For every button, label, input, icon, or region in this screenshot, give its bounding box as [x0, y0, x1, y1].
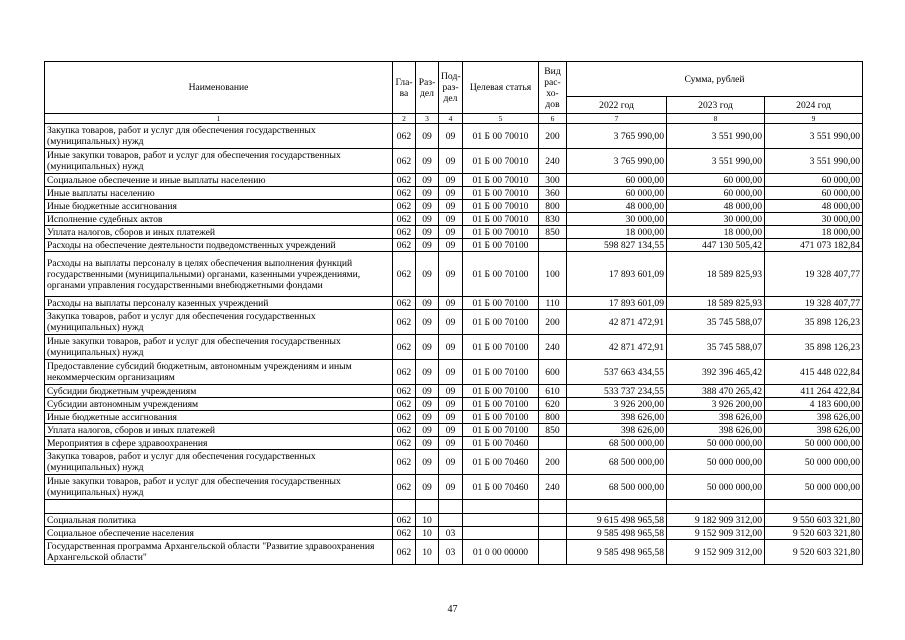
header-2022: 2022 год: [567, 97, 667, 114]
cell-podrazdel: 09: [439, 437, 463, 450]
cell-podrazdel: 09: [439, 360, 463, 385]
cell-vid: [539, 239, 567, 252]
cell-vid: 200: [539, 450, 567, 475]
cell-podrazdel: 09: [439, 124, 463, 149]
cell-sum-2024: 415 448 022,84: [765, 360, 863, 385]
cell-sum-2022: 17 893 601,09: [567, 252, 667, 297]
cell-glava: 062: [393, 475, 416, 500]
cell-sum-2024: 30 000,00: [765, 213, 863, 226]
cell-glava: 062: [393, 174, 416, 187]
cell-glava: [393, 500, 416, 514]
cell-sum-2024: 60 000,00: [765, 187, 863, 200]
table-row: [45, 187, 863, 200]
cell-razdel: 09: [416, 187, 439, 200]
cell-sum-2022: 9 585 498 965,58: [567, 540, 667, 565]
cell-sum-2024: 19 328 407,77: [765, 252, 863, 297]
cell-name: Предоставление субсидий бюджетным, автономным учреждениям и иным некоммерческим организациям: [45, 360, 393, 385]
cell-glava: 062: [393, 213, 416, 226]
cell-sum-2022: 60 000,00: [567, 187, 667, 200]
cell-sum-2022: 533 737 234,55: [567, 385, 667, 398]
cell-sum-2022: 398 626,00: [567, 411, 667, 424]
cell-podrazdel: 09: [439, 187, 463, 200]
header-glava: Гла-ва: [393, 62, 416, 114]
cell-sum-2023: 30 000,00: [667, 213, 765, 226]
cell-glava: 062: [393, 398, 416, 411]
cell-vid: [539, 500, 567, 514]
cell-razdel: [416, 500, 439, 514]
cell-sum-2022: 3 926 200,00: [567, 398, 667, 411]
table-row: [45, 239, 863, 252]
cell-vid: 240: [539, 149, 567, 174]
cell-glava: 062: [393, 252, 416, 297]
cell-sum-2024: 3 551 990,00: [765, 149, 863, 174]
table-row: [45, 226, 863, 239]
cell-sum-2024: 398 626,00: [765, 424, 863, 437]
cell-razdel: 09: [416, 475, 439, 500]
cell-sum-2022: 3 765 990,00: [567, 124, 667, 149]
cell-glava: 062: [393, 450, 416, 475]
cell-glava: 062: [393, 200, 416, 213]
cell-target: 01 Б 00 70100: [463, 297, 539, 310]
cell-glava: 062: [393, 527, 416, 540]
cell-podrazdel: [439, 514, 463, 527]
table-row: [45, 475, 863, 500]
cell-target: 01 Б 00 70010: [463, 213, 539, 226]
cell-podrazdel: 03: [439, 540, 463, 565]
cell-glava: 062: [393, 124, 416, 149]
cell-vid: 360: [539, 187, 567, 200]
cell-podrazdel: 09: [439, 335, 463, 360]
cell-razdel: 09: [416, 297, 439, 310]
cell-vid: [539, 514, 567, 527]
header-name: Наименование: [45, 62, 393, 114]
cell-sum-2022: 68 500 000,00: [567, 437, 667, 450]
table-row: [45, 149, 863, 174]
cell-sum-2023: 9 152 909 312,00: [667, 527, 765, 540]
cell-razdel: 09: [416, 360, 439, 385]
cell-razdel: 10: [416, 527, 439, 540]
cell-podrazdel: 09: [439, 385, 463, 398]
cell-podrazdel: [439, 500, 463, 514]
cell-glava: 062: [393, 239, 416, 252]
cell-target: 01 Б 00 70460: [463, 437, 539, 450]
cell-podrazdel: 09: [439, 450, 463, 475]
table-row: [45, 200, 863, 213]
cell-sum-2024: 50 000 000,00: [765, 475, 863, 500]
cell-vid: 620: [539, 398, 567, 411]
cell-sum-2024: 9 520 603 321,80: [765, 527, 863, 540]
cell-podrazdel: 09: [439, 411, 463, 424]
cell-sum-2023: 9 182 909 312,00: [667, 514, 765, 527]
table-row: [45, 424, 863, 437]
cell-sum-2024: 50 000 000,00: [765, 437, 863, 450]
cell-razdel: 09: [416, 239, 439, 252]
table-row: [45, 500, 863, 514]
cell-sum-2024: 60 000,00: [765, 174, 863, 187]
table-row: [45, 540, 863, 565]
cell-glava: 062: [393, 226, 416, 239]
cell-razdel: 09: [416, 424, 439, 437]
cell-sum-2023: 3 551 990,00: [667, 124, 765, 149]
cell-vid: 850: [539, 424, 567, 437]
table-row: [45, 335, 863, 360]
cell-podrazdel: 09: [439, 310, 463, 335]
cell-razdel: 09: [416, 450, 439, 475]
cell-sum-2022: 68 500 000,00: [567, 475, 667, 500]
cell-target: 01 Б 00 70010: [463, 226, 539, 239]
cell-glava: 062: [393, 297, 416, 310]
cell-razdel: 09: [416, 252, 439, 297]
cell-vid: 300: [539, 174, 567, 187]
cell-podrazdel: 09: [439, 149, 463, 174]
cell-sum-2023: 60 000,00: [667, 174, 765, 187]
cell-name: Иные закупки товаров, работ и услуг для обеспечения государственных (муниципальных) нужд: [45, 335, 393, 360]
cell-vid: 800: [539, 200, 567, 213]
cell-sum-2024: [765, 500, 863, 514]
cell-vid: 600: [539, 360, 567, 385]
cell-target: 01 Б 00 70010: [463, 187, 539, 200]
cell-glava: 062: [393, 385, 416, 398]
cell-podrazdel: 09: [439, 200, 463, 213]
cell-sum-2023: 50 000 000,00: [667, 450, 765, 475]
cell-sum-2023: 447 130 505,42: [667, 239, 765, 252]
cell-razdel: 09: [416, 149, 439, 174]
cell-sum-2023: [667, 500, 765, 514]
cell-target: 01 Б 00 70100: [463, 424, 539, 437]
cell-sum-2024: 411 264 422,84: [765, 385, 863, 398]
cell-target: 01 Б 00 70100: [463, 335, 539, 360]
cell-glava: 062: [393, 187, 416, 200]
table-row: [45, 514, 863, 527]
cell-vid: [539, 527, 567, 540]
cell-sum-2023: 18 589 825,93: [667, 297, 765, 310]
cell-sum-2023: 60 000,00: [667, 187, 765, 200]
header-vid: Вид рас-хо-дов: [539, 62, 567, 114]
column-number: 2: [393, 114, 416, 124]
cell-glava: 062: [393, 514, 416, 527]
table-row: [45, 297, 863, 310]
cell-sum-2022: 18 000,00: [567, 226, 667, 239]
cell-razdel: 10: [416, 540, 439, 565]
cell-target: 01 Б 00 70100: [463, 398, 539, 411]
cell-glava: 062: [393, 149, 416, 174]
table-row: [45, 124, 863, 149]
page-number: 47: [447, 604, 458, 615]
cell-glava: 062: [393, 360, 416, 385]
cell-name: Социальное обеспечение населения: [45, 527, 393, 540]
cell-sum-2024: 35 898 126,23: [765, 335, 863, 360]
cell-target: 01 Б 00 70100: [463, 385, 539, 398]
cell-sum-2023: 398 626,00: [667, 411, 765, 424]
cell-sum-2023: 48 000,00: [667, 200, 765, 213]
cell-name: Мероприятия в сфере здравоохранения: [45, 437, 393, 450]
cell-podrazdel: 09: [439, 252, 463, 297]
cell-name: Уплата налогов, сборов и иных платежей: [45, 226, 393, 239]
cell-vid: 800: [539, 411, 567, 424]
cell-glava: 062: [393, 437, 416, 450]
cell-vid: [539, 437, 567, 450]
cell-razdel: 09: [416, 226, 439, 239]
header-podrazdel: Под-раз-дел: [439, 62, 463, 114]
cell-razdel: 09: [416, 411, 439, 424]
cell-razdel: 09: [416, 200, 439, 213]
cell-sum-2022: 60 000,00: [567, 174, 667, 187]
cell-target: [463, 500, 539, 514]
cell-name: Закупка товаров, работ и услуг для обеспечения государственных (муниципальных) нужд: [45, 124, 393, 149]
cell-sum-2022: 537 663 434,55: [567, 360, 667, 385]
cell-sum-2023: 35 745 588,07: [667, 335, 765, 360]
cell-glava: 062: [393, 411, 416, 424]
cell-sum-2023: 392 396 465,42: [667, 360, 765, 385]
cell-target: 01 Б 00 70100: [463, 411, 539, 424]
cell-sum-2023: 388 470 265,42: [667, 385, 765, 398]
cell-sum-2022: 3 765 990,00: [567, 149, 667, 174]
cell-vid: 610: [539, 385, 567, 398]
cell-razdel: 09: [416, 174, 439, 187]
cell-sum-2023: 18 000,00: [667, 226, 765, 239]
cell-vid: 200: [539, 310, 567, 335]
cell-razdel: 09: [416, 437, 439, 450]
cell-sum-2022: 30 000,00: [567, 213, 667, 226]
cell-podrazdel: 09: [439, 297, 463, 310]
header-2023: 2023 год: [667, 97, 765, 114]
cell-sum-2023: 9 152 909 312,00: [667, 540, 765, 565]
cell-glava: 062: [393, 424, 416, 437]
table-row: [45, 411, 863, 424]
cell-razdel: 09: [416, 124, 439, 149]
cell-sum-2022: 398 626,00: [567, 424, 667, 437]
column-number: 5: [463, 114, 539, 124]
cell-sum-2022: 48 000,00: [567, 200, 667, 213]
cell-name: Субсидии автономным учреждениям: [45, 398, 393, 411]
cell-sum-2024: 9 550 603 321,80: [765, 514, 863, 527]
table-row: [45, 385, 863, 398]
cell-razdel: 09: [416, 335, 439, 360]
cell-name: Закупка товаров, работ и услуг для обеспечения государственных (муниципальных) нужд: [45, 450, 393, 475]
cell-sum-2023: 18 589 825,93: [667, 252, 765, 297]
cell-podrazdel: 09: [439, 213, 463, 226]
cell-sum-2024: 48 000,00: [765, 200, 863, 213]
cell-target: 01 Б 00 70100: [463, 239, 539, 252]
cell-sum-2023: 398 626,00: [667, 424, 765, 437]
cell-podrazdel: 03: [439, 527, 463, 540]
cell-name: Субсидии бюджетным учреждениям: [45, 385, 393, 398]
cell-target: 01 Б 00 70010: [463, 149, 539, 174]
cell-target: 01 Б 00 70010: [463, 124, 539, 149]
table-row: [45, 252, 863, 297]
cell-target: 01 Б 00 70460: [463, 475, 539, 500]
table-row: [45, 527, 863, 540]
cell-sum-2023: 50 000 000,00: [667, 475, 765, 500]
cell-target: 01 Б 00 70460: [463, 450, 539, 475]
cell-sum-2024: 35 898 126,23: [765, 310, 863, 335]
table-row: [45, 398, 863, 411]
cell-razdel: 09: [416, 385, 439, 398]
cell-razdel: 09: [416, 398, 439, 411]
cell-podrazdel: 09: [439, 475, 463, 500]
cell-vid: 100: [539, 252, 567, 297]
cell-target: [463, 514, 539, 527]
cell-name: Иные выплаты населению: [45, 187, 393, 200]
header-target: Целевая статья: [463, 62, 539, 114]
budget-table: [44, 61, 863, 565]
cell-sum-2022: 9 585 498 965,58: [567, 527, 667, 540]
cell-name: Иные бюджетные ассигнования: [45, 411, 393, 424]
cell-sum-2024: 19 328 407,77: [765, 297, 863, 310]
header-razdel: Раз-дел: [416, 62, 439, 114]
column-number: 4: [439, 114, 463, 124]
cell-sum-2024: 50 000 000,00: [765, 450, 863, 475]
cell-vid: 200: [539, 124, 567, 149]
cell-name: Иные бюджетные ассигнования: [45, 200, 393, 213]
cell-sum-2022: 68 500 000,00: [567, 450, 667, 475]
cell-vid: 850: [539, 226, 567, 239]
cell-vid: [539, 540, 567, 565]
cell-sum-2023: 35 745 588,07: [667, 310, 765, 335]
table-row: [45, 437, 863, 450]
cell-razdel: 09: [416, 310, 439, 335]
cell-name: Иные закупки товаров, работ и услуг для обеспечения государственных (муниципальных) нужд: [45, 475, 393, 500]
cell-sum-2022: 598 827 134,55: [567, 239, 667, 252]
cell-glava: 062: [393, 335, 416, 360]
table-row: [45, 174, 863, 187]
cell-target: 01 Б 00 70100: [463, 252, 539, 297]
cell-sum-2024: 3 551 990,00: [765, 124, 863, 149]
cell-sum-2024: 9 520 603 321,80: [765, 540, 863, 565]
cell-name: Расходы на выплаты персоналу в целях обеспечения выполнения функций государственными (муниципальными) органами, казенными учреждениями, органами управления государственными внебюджетными фондами: [45, 252, 393, 297]
column-number: 3: [416, 114, 439, 124]
cell-name: [45, 500, 393, 514]
cell-name: Закупка товаров, работ и услуг для обеспечения государственных (муниципальных) нужд: [45, 310, 393, 335]
cell-sum-2022: [567, 500, 667, 514]
cell-target: 01 Б 00 70100: [463, 360, 539, 385]
cell-name: Государственная программа Архангельской области "Развитие здравоохранения Архангельской области": [45, 540, 393, 565]
column-number: 1: [45, 114, 393, 124]
cell-target: 01 Б 00 70100: [463, 310, 539, 335]
cell-name: Социальная политика: [45, 514, 393, 527]
cell-razdel: 09: [416, 213, 439, 226]
cell-glava: 062: [393, 310, 416, 335]
header-sum: Сумма, рублей: [567, 62, 863, 97]
cell-sum-2024: 18 000,00: [765, 226, 863, 239]
cell-vid: 240: [539, 335, 567, 360]
table-body: [45, 124, 863, 565]
table-row: [45, 360, 863, 385]
cell-name: Расходы на выплаты персоналу казенных учреждений: [45, 297, 393, 310]
cell-vid: 240: [539, 475, 567, 500]
cell-sum-2023: 3 926 200,00: [667, 398, 765, 411]
cell-podrazdel: 09: [439, 226, 463, 239]
cell-sum-2024: 4 183 600,00: [765, 398, 863, 411]
cell-name: Социальное обеспечение и иные выплаты населению: [45, 174, 393, 187]
table-row: [45, 310, 863, 335]
cell-sum-2023: 3 551 990,00: [667, 149, 765, 174]
cell-name: Иные закупки товаров, работ и услуг для обеспечения государственных (муниципальных) нужд: [45, 149, 393, 174]
cell-sum-2022: 42 871 472,91: [567, 335, 667, 360]
header-2024: 2024 год: [765, 97, 863, 114]
cell-podrazdel: 09: [439, 398, 463, 411]
cell-sum-2022: 17 893 601,09: [567, 297, 667, 310]
column-number-row: [45, 114, 863, 124]
cell-sum-2024: 398 626,00: [765, 411, 863, 424]
cell-target: 01 Б 00 70010: [463, 200, 539, 213]
cell-sum-2022: 42 871 472,91: [567, 310, 667, 335]
cell-vid: 830: [539, 213, 567, 226]
cell-name: Расходы на обеспечение деятельности подведомственных учреждений: [45, 239, 393, 252]
cell-sum-2023: 50 000 000,00: [667, 437, 765, 450]
cell-vid: 110: [539, 297, 567, 310]
cell-podrazdel: 09: [439, 239, 463, 252]
table-row: [45, 450, 863, 475]
cell-podrazdel: 09: [439, 424, 463, 437]
column-number: 9: [765, 114, 863, 124]
cell-name: Исполнение судебных актов: [45, 213, 393, 226]
cell-target: 01 Б 00 70010: [463, 174, 539, 187]
cell-podrazdel: 09: [439, 174, 463, 187]
cell-sum-2022: 9 615 498 965,58: [567, 514, 667, 527]
cell-target: 01 0 00 00000: [463, 540, 539, 565]
column-number: 8: [667, 114, 765, 124]
table-row: [45, 213, 863, 226]
cell-sum-2024: 471 073 182,84: [765, 239, 863, 252]
cell-target: [463, 527, 539, 540]
column-number: 7: [567, 114, 667, 124]
cell-name: Уплата налогов, сборов и иных платежей: [45, 424, 393, 437]
column-number: 6: [539, 114, 567, 124]
cell-razdel: 10: [416, 514, 439, 527]
cell-glava: 062: [393, 540, 416, 565]
